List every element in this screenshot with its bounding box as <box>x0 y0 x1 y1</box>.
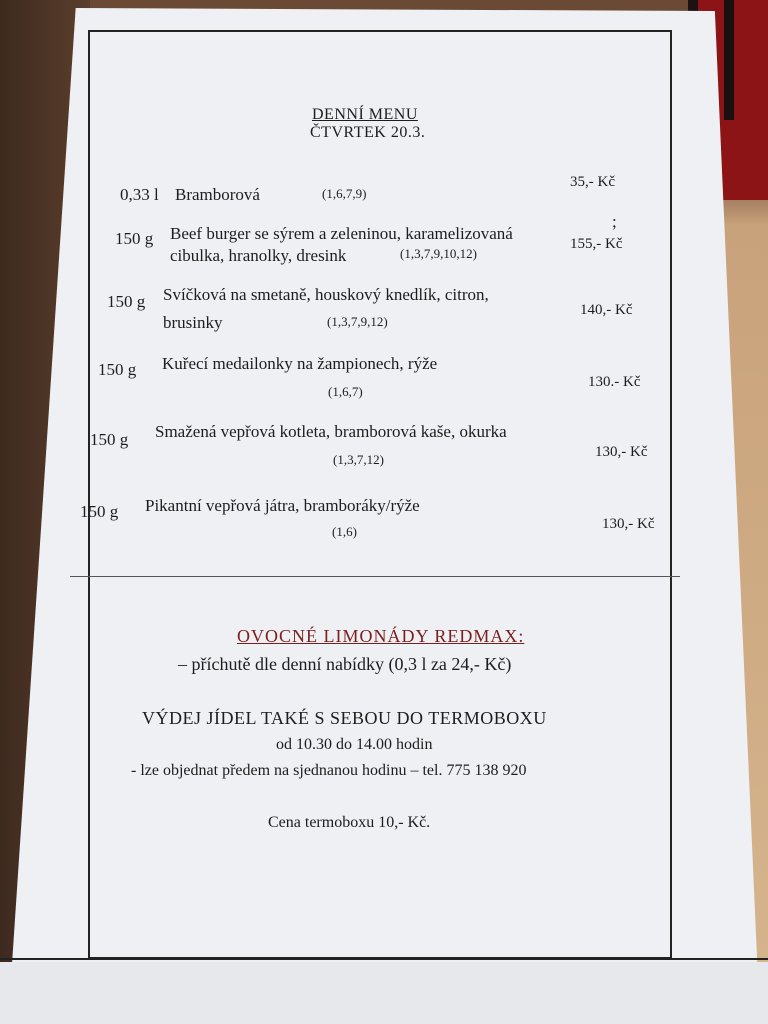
item-dish: Svíčková na smetaně, houskový knedlík, citron, <box>163 285 489 304</box>
menu-title: DENNÍ MENU <box>312 106 418 123</box>
menu-day: ČTVRTEK 20.3. <box>310 124 426 141</box>
item-qty: 150 g <box>90 430 129 449</box>
item-semicolon: ; <box>612 212 617 231</box>
item-qty: 0,33 l <box>120 185 159 204</box>
takeaway-price: Cena termoboxu 10,- Kč. <box>268 814 431 831</box>
item-dish: Beef burger se sýrem a zeleninou, karamelizovaná <box>170 224 513 243</box>
item-qty: 150 g <box>115 229 154 248</box>
item-allergens: (1,3,7,9,12) <box>327 314 388 329</box>
takeaway-order: - lze objednat předem na sjednanou hodinu – tel. 775 138 920 <box>131 762 527 779</box>
item-allergens: (1,6) <box>332 524 357 539</box>
item-allergens: (1,6,7) <box>328 384 363 399</box>
item-dish: Pikantní vepřová játra, bramboráky/rýže <box>145 496 420 515</box>
item-dish-line2: cibulka, hranolky, dresink <box>170 246 347 265</box>
item-dish: Kuřecí medailonky na žampionech, rýže <box>162 354 438 373</box>
item-dish: Smažená vepřová kotleta, bramborová kaše, okurka <box>155 422 507 441</box>
item-qty: 150 g <box>98 360 137 379</box>
item-qty: 150 g <box>80 502 119 521</box>
sheet-bottom <box>0 962 768 1024</box>
item-price: 140,- Kč <box>580 302 633 318</box>
item-allergens: (1,6,7,9) <box>322 186 367 201</box>
lemonade-title: OVOCNÉ LIMONÁDY REDMAX: <box>237 626 525 646</box>
item-price: 155,- Kč <box>570 236 623 252</box>
lemonade-line: – příchutě dle denní nabídky (0,3 l za 24,- Kč) <box>178 654 512 674</box>
item-dish: Bramborová <box>175 185 260 204</box>
divider-line <box>70 576 680 577</box>
takeaway-hours: od 10.30 do 14.00 hodin <box>276 736 433 753</box>
item-qty: 150 g <box>107 292 146 311</box>
item-allergens: (1,3,7,9,10,12) <box>400 246 477 261</box>
dark-bar <box>724 0 734 120</box>
takeaway-title: VÝDEJ JÍDEL TAKÉ S SEBOU DO TERMOBOXU <box>142 708 547 728</box>
item-price: 130,- Kč <box>602 516 655 532</box>
item-price: 130,- Kč <box>595 444 648 460</box>
item-price: 35,- Kč <box>570 174 615 190</box>
item-allergens: (1,3,7,12) <box>333 452 384 467</box>
item-dish-line2: brusinky <box>163 313 223 332</box>
bottom-border <box>0 958 768 960</box>
item-price: 130.- Kč <box>588 374 641 390</box>
